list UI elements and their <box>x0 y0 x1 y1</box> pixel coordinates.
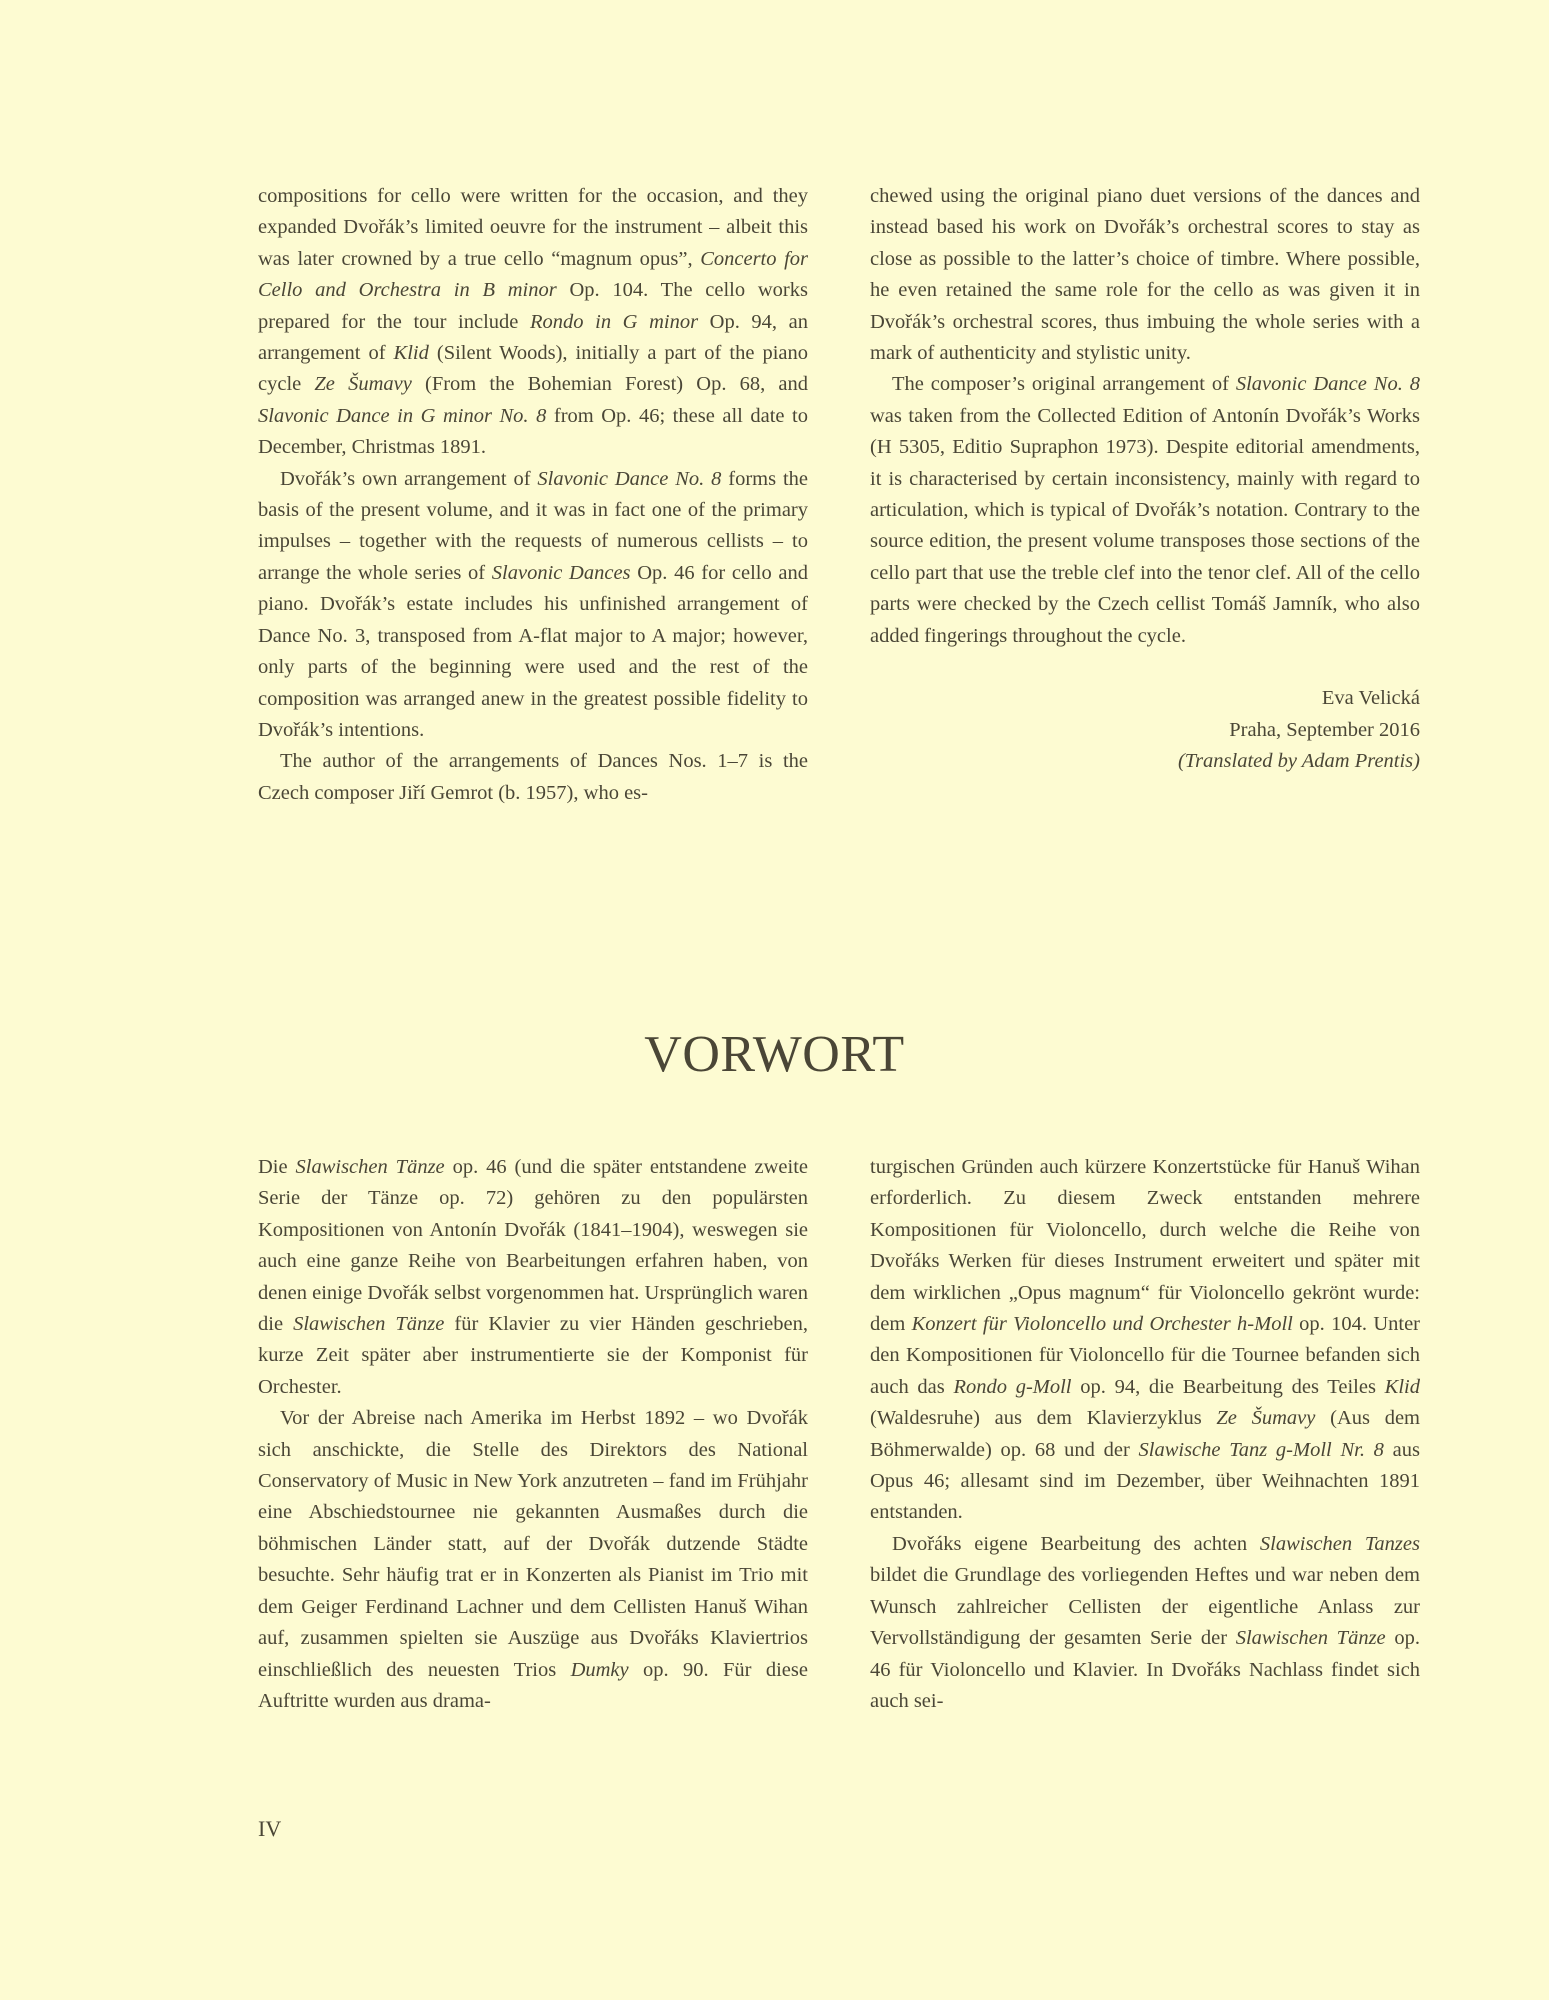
paragraph <box>870 1152 1420 1529</box>
text-run: forms the basis of the present volume, and it was in fact one of the primary impulses – together with the requests of numerous cellists – to arrange the whole series of <box>258 467 808 584</box>
text-run: Dvořák’s own arrangement of <box>280 467 538 490</box>
paragraph <box>870 369 1420 652</box>
text-run: op. 104. Unter den Kompositionen für Violoncello für die Tournee befanden sich auch das <box>870 1313 1420 1398</box>
text-run: op. 46 für Violoncello und Klavier. In Dvořáks Nachlass findet sich auch sei- <box>870 1627 1421 1712</box>
text-run: The author of the arrangements of Dances Nos. 1–7 is the Czech composer Jiří Gemrot (b. 1957), who es- <box>258 750 808 804</box>
italic-title: Slavonic Dances <box>491 561 631 584</box>
english-left-column <box>258 181 808 809</box>
section-heading-vorwort: VORWORT <box>644 1026 905 1083</box>
paragraph <box>258 1152 808 1403</box>
signature-place-date: Praha, September 2016 <box>1229 718 1420 741</box>
text-run: compositions for cello were written for the occasion, and they expanded Dvořák’s limited oeuvre for the instrument – albeit this was later crowned by a true cello “magnum opus”, <box>258 185 808 270</box>
german-left-column <box>258 1152 808 1717</box>
italic-title: Slawischen Tänze <box>293 1313 445 1336</box>
italic-title: Klid <box>1384 1375 1420 1398</box>
text-run: The composer’s original arrangement of <box>892 373 1236 396</box>
italic-title: Concerto for Cello and Orchestra in B minor <box>258 247 809 302</box>
text-run: bildet die Grundlage des vorliegenden Heftes und war neben dem Wunsch zahlreicher Cellisten der eigentliche Anlass zur Vervollständigung der gesamten Serie der <box>870 1564 1420 1650</box>
italic-title: Dumky <box>570 1658 629 1681</box>
text-run: Op. 94, an arrangement of <box>258 310 808 365</box>
italic-title: Klid <box>393 342 429 365</box>
text-run: (Aus dem Böhmerwalde) op. 68 und der <box>870 1407 1420 1461</box>
text-run: Dvořáks eigene Bearbeitung des achten <box>892 1532 1260 1555</box>
italic-title: Slawischen Tänze <box>295 1156 445 1178</box>
italic-title: Slavonic Dance in G minor No. 8 <box>258 404 547 427</box>
text-run: (From the Bohemian Forest) Op. 68, and <box>411 373 808 396</box>
italic-title: Slawischen Tänze <box>1235 1627 1386 1650</box>
italic-title: Ze Šumavy <box>314 373 412 396</box>
text-run: aus Opus 46; allesamt sind im Dezember, über Weihnachten 1891 entstanden. <box>870 1438 1420 1524</box>
italic-title: Slawischen Tanzes <box>1259 1532 1420 1555</box>
italic-title: Rondo in G minor <box>530 310 699 333</box>
italic-title: Slavonic Dance No. 8 <box>537 467 722 490</box>
english-right-column <box>870 181 1420 777</box>
signature-author: Eva Velická <box>1321 687 1420 710</box>
italic-title: Konzert für Violoncello und Orchester h-Moll <box>911 1313 1293 1336</box>
italic-title: Rondo g-Moll <box>953 1375 1072 1398</box>
paragraph <box>258 464 808 747</box>
text-run: Die <box>258 1156 296 1178</box>
text-run: from Op. 46; these all date to December, Christmas 1891. <box>258 404 808 459</box>
page-number: IV <box>258 1816 282 1841</box>
paragraph <box>258 181 808 464</box>
text-run: Vor der Abreise nach Amerika im Herbst 1892 – wo Dvořák sich anschickte, die Stelle des Direktors des National Conservatory of Music in New York anzutreten – fand im Frühjahr eine Abschiedstournee nie gekannten Ausmaßes durch die böhmischen Länder statt, auf der Dvořák dutzende Städte besuchte. Sehr häufig trat er in Konzerten als Pianist im Trio mit dem Geiger Ferdinand Lachner und dem Cellisten Hanuš Wihan auf, zusammen spielten sie Auszüge aus Dvořáks Klaviertrios einschließlich des neuesten Trios <box>258 1407 808 1681</box>
text-run: chewed using the original piano duet versions of the dances and instead based his work on Dvořák’s orchestral scores to stay as close as possible to the latter’s choice of timbre. Where possible, he even retained the same role for the cello as was given it in Dvořák’s orchestral scores, thus imbuing the whole series with a mark of authenticity and stylistic unity. <box>870 185 1420 365</box>
paragraph <box>258 746 808 809</box>
paragraph <box>870 181 1420 369</box>
text-run: (Silent Woods), initially a part of the piano cycle <box>258 342 808 396</box>
german-right-column <box>870 1152 1420 1717</box>
paragraph <box>258 1403 808 1717</box>
signature-block <box>870 683 1420 777</box>
text-run: Op. 46 for cello and piano. Dvořák’s estate includes his unfinished arrangement of Dance No. 3, transposed from A-flat major to A major; however, only parts of the beginning were used and the rest of the composition was arranged anew in the greatest possible fidelity to Dvořák’s intentions. <box>258 561 808 741</box>
text-run: (Waldesruhe) aus dem Klavierzyklus <box>870 1407 1217 1430</box>
text-run: was taken from the Collected Edition of Antonín Dvořák’s Works (H 5305, Editio Supraphon 1973). Despite editorial amendments, it is characterised by certain inconsistency, mainly with regard to articulation, which is typical of Dvořák’s notation. Contrary to the source edition, the present volume transposes those sections of the cello part that use the treble clef into the tenor clef. All of the cello parts were checked by the Czech cellist Tomáš Jamník, who also added fingerings throughout the cycle. <box>870 404 1420 647</box>
paragraph <box>870 1529 1420 1717</box>
italic-title: Slavonic Dance No. 8 <box>1235 373 1420 396</box>
english-right-paragraphs <box>870 181 1420 652</box>
text-run: op. 46 (und die später entstandene zweite Serie der Tänze op. 72) gehören zu den populärsten Kompositionen von Antonín Dvořák (1841–1904), weswegen sie auch eine ganze Reihe von Bearbeitungen erfahren haben, von denen einige Dvořák selbst vorgenommen hat. Ursprünglich waren die <box>258 1156 808 1336</box>
signature-translator <box>870 746 1420 777</box>
italic-title: Slawische Tanz g-Moll Nr. 8 <box>1138 1438 1384 1461</box>
text-run: Op. 104. The cello works prepared for the tour include <box>258 279 808 333</box>
text-run: op. 90. Für diese Auftritte wurden aus drama- <box>258 1658 808 1712</box>
text-run: für Klavier zu vier Händen geschrieben, kurze Zeit später aber instrumentierte sie der Komponist für Orchester. <box>258 1313 808 1398</box>
text-run: op. 94, die Bearbeitung des Teiles <box>1071 1375 1385 1398</box>
italic-title: Ze Šumavy <box>1216 1407 1316 1430</box>
text-run: turgischen Gründen auch kürzere Konzertstücke für Hanuš Wihan erforderlich. Zu diesem Zweck entstanden mehrere Kompositionen für Violoncello, durch welche die Reihe von Dvořáks Werken für dieses Instrument erweitert und später mit dem wirklichen „Opus magnum“ für Violoncello gekrönt wurde: dem <box>870 1156 1420 1336</box>
translator-credit: (Translated by Adam Prentis) <box>1177 749 1420 772</box>
